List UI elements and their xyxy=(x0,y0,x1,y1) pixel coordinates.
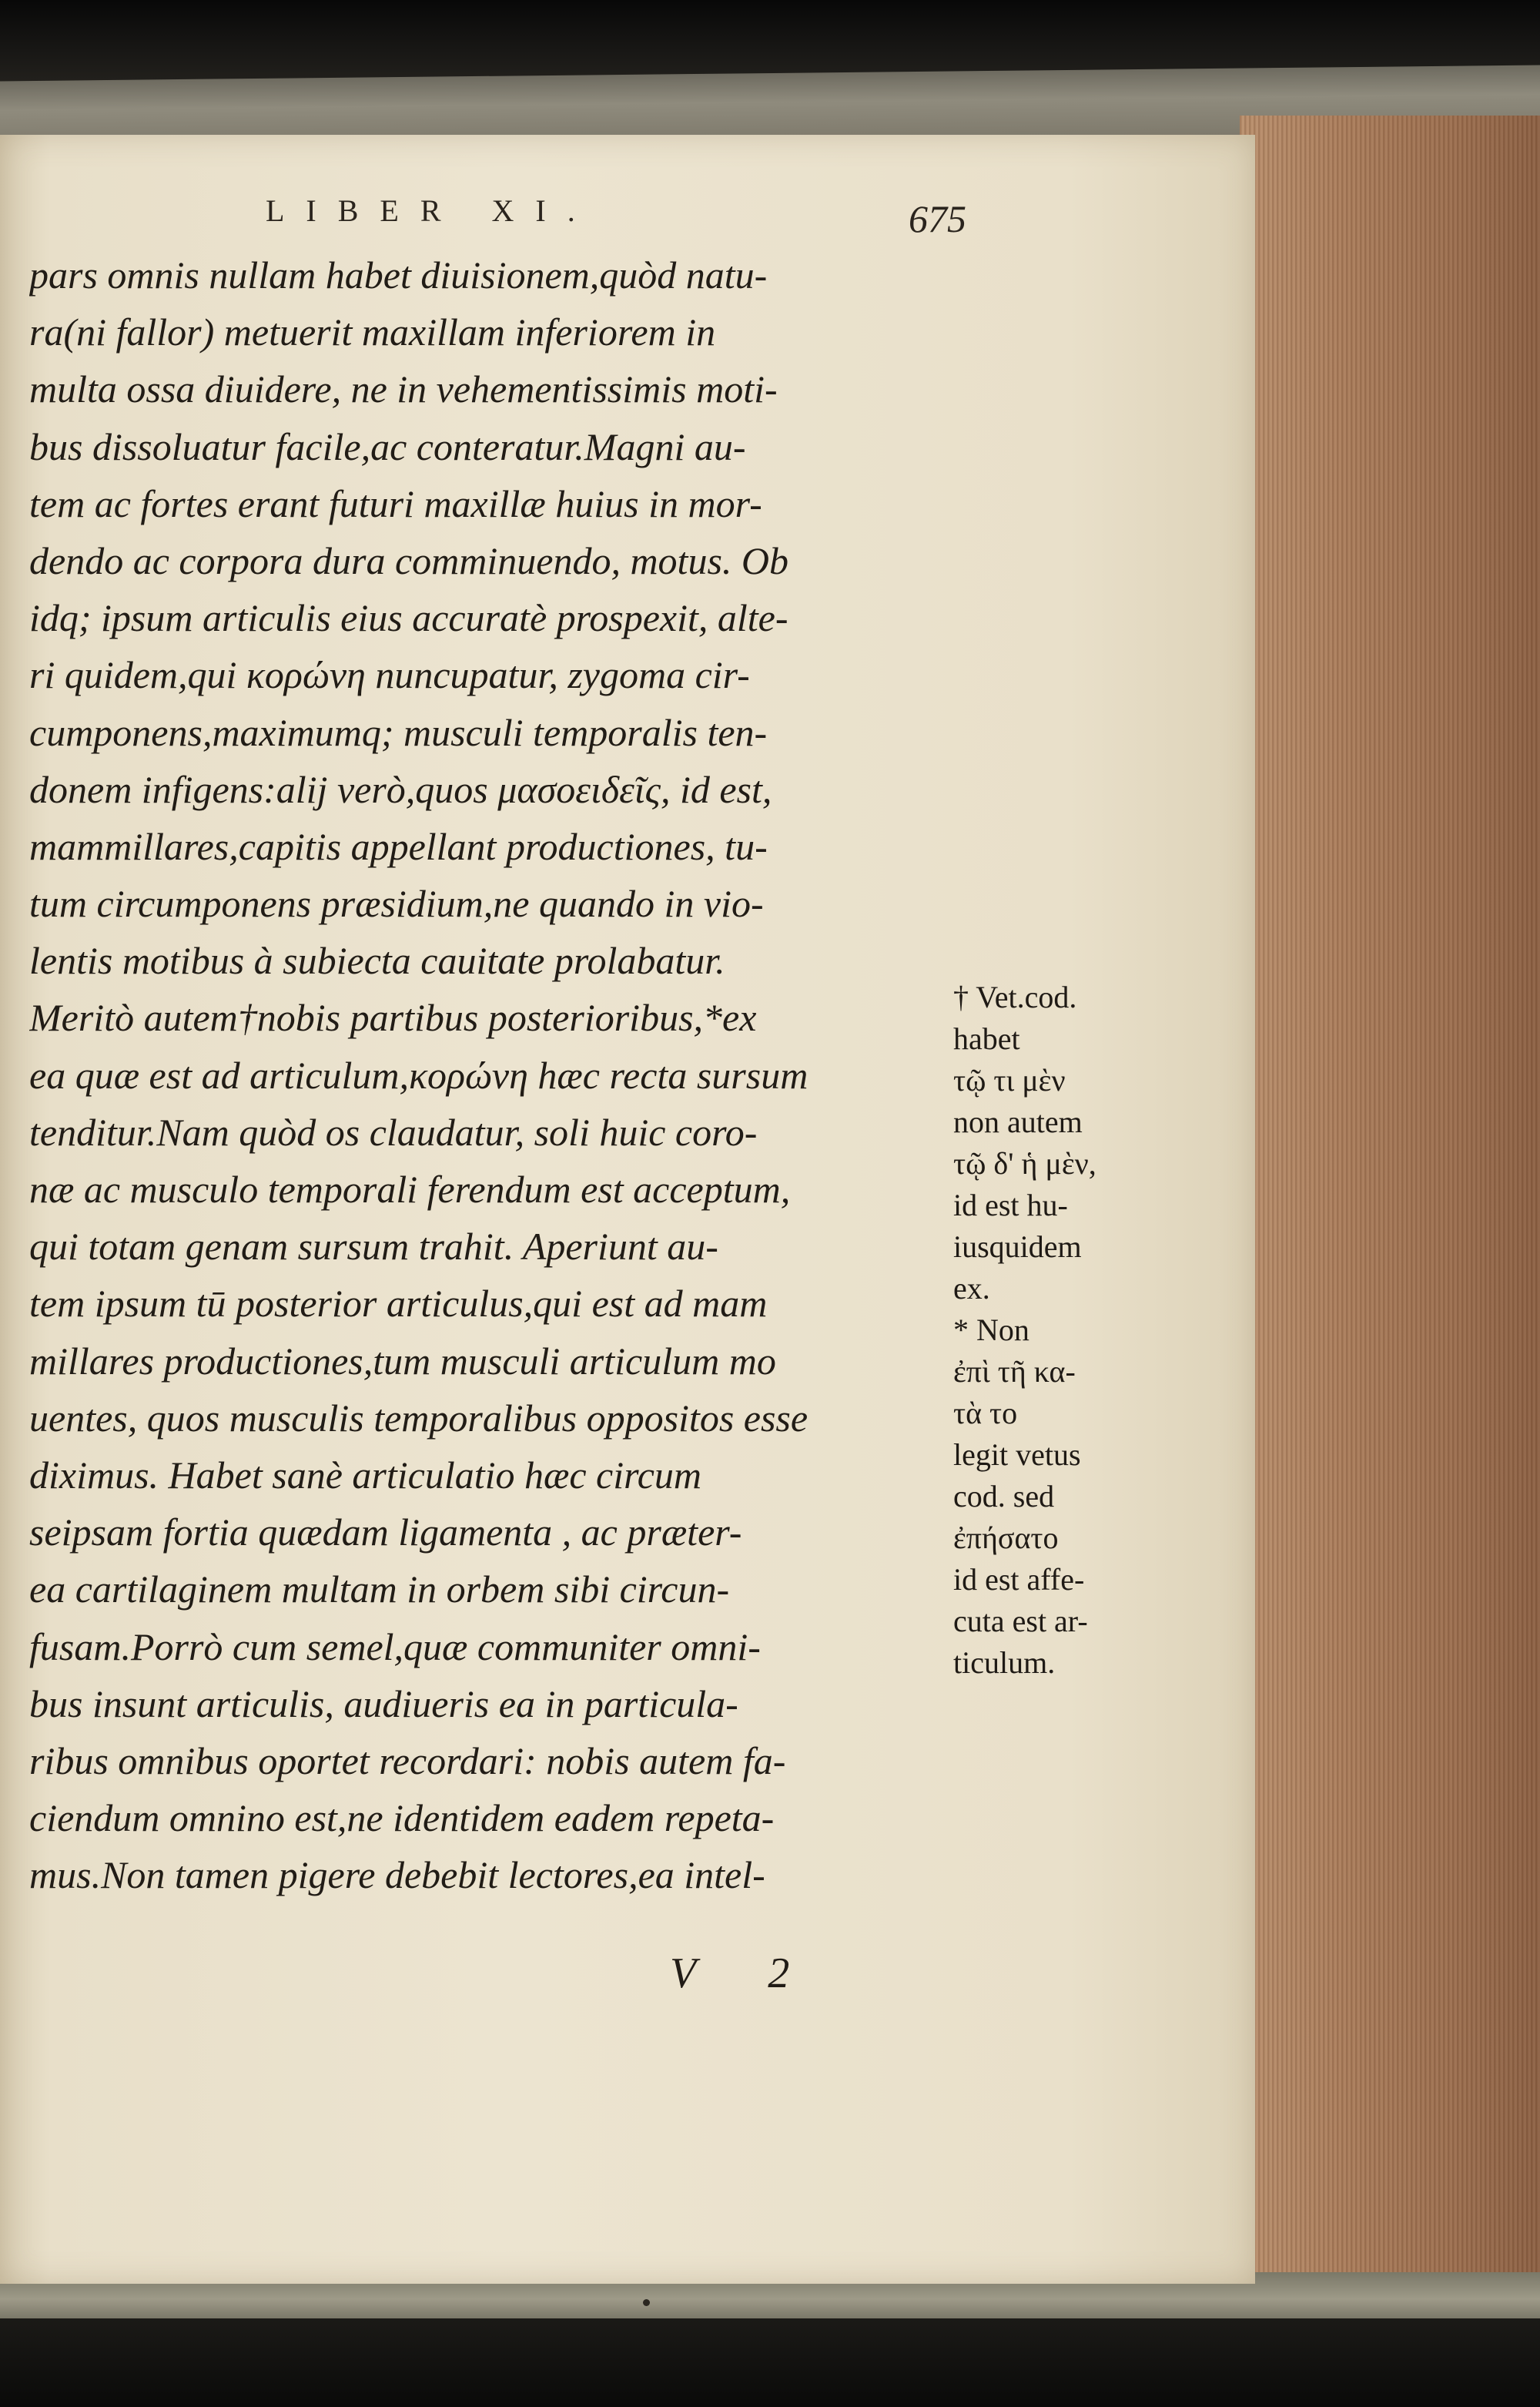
bottom-background xyxy=(0,2318,1540,2407)
text-line: ciendum omnino est,ne identidem eadem repeta- xyxy=(29,1796,775,1840)
margin-note-line: ἐπὶ τῆ κα- xyxy=(953,1354,1076,1389)
margin-note-line: id est hu- xyxy=(953,1188,1068,1222)
margin-note-line: ex. xyxy=(953,1271,990,1306)
margin-note-line: id est affe- xyxy=(953,1562,1085,1597)
text-line: næ ac musculo temporali ferendum est acceptum, xyxy=(29,1168,791,1211)
margin-note-line: iusquidem xyxy=(953,1229,1082,1264)
text-line: tem ac fortes erant futuri maxillæ huius in mor- xyxy=(29,481,762,525)
text-line: mammillares,capitis appellant productiones, tu- xyxy=(29,824,768,868)
text-line: idq; ipsum articulis eius accuratè prospexit, alte- xyxy=(29,596,788,640)
text-line: pars omnis nullam habet diuisionem,quòd natu- xyxy=(29,253,768,297)
text-line: tum circumponens præsidium,ne quando in vio- xyxy=(29,882,764,926)
text-line: ea quæ est ad articulum,κορώνη hæc recta sursum xyxy=(29,1053,808,1097)
text-line: ribus omnibus oportet recordari: nobis autem fa- xyxy=(29,1738,786,1782)
text-line: mus.Non tamen pigere debebit lectores,ea intel- xyxy=(29,1853,765,1897)
margin-note-line: ἐπήσατο xyxy=(953,1520,1059,1555)
text-line: uentes, quos musculis temporalibus oppositos esse xyxy=(29,1396,808,1440)
text-line: Meritò autem†nobis partibus posterioribus,*ex xyxy=(29,996,757,1040)
page-number: 675 xyxy=(909,197,966,240)
margin-note-line: * Non xyxy=(953,1312,1029,1347)
book-fore-edge xyxy=(1240,116,1540,2295)
running-head: LIBER XI. xyxy=(266,193,597,228)
text-line: ra(ni fallor) metuerit maxillam inferiorem in xyxy=(29,310,716,354)
margin-note-line: τῷ τι μὲν xyxy=(953,1063,1066,1098)
text-line: cumponens,maximumq; musculi temporalis ten- xyxy=(29,710,768,754)
text-line: bus insunt articulis, audiueris ea in particula- xyxy=(29,1681,738,1725)
text-line: dendo ac corpora dura comminuendo, motus. Ob xyxy=(29,538,789,582)
margin-note-line: cod. sed xyxy=(953,1479,1055,1514)
text-line: fusam.Porrò cum semel,quæ communiter omni- xyxy=(29,1624,761,1668)
text-line: lentis motibus à subiecta cauitate prolabatur. xyxy=(29,939,725,983)
text-line: diximus. Habet sanè articulatio hæc circum xyxy=(29,1453,702,1497)
text-line: ri quidem,qui κορώνη nuncupatur, zygoma cir- xyxy=(29,653,750,697)
margin-note-line: τῷ δ' ἡ μὲν, xyxy=(953,1146,1096,1181)
text-line: donem infigens:alij verò,quos μασοειδεῖς, id est, xyxy=(29,767,772,811)
margin-note-line: cuta est ar- xyxy=(953,1604,1088,1638)
margin-note xyxy=(953,977,1169,1684)
text-line: ea cartilaginem multam in orbem sibi circun- xyxy=(29,1567,730,1611)
text-line: millares productiones,tum musculi articulum mo xyxy=(29,1339,776,1383)
text-line: tenditur.Nam quòd os claudatur, soli huic coro- xyxy=(29,1110,758,1154)
text-line: seipsam fortia quædam ligamenta , ac præter- xyxy=(29,1510,742,1554)
page-speck xyxy=(643,2299,650,2306)
signature-mark: V 2 xyxy=(670,1949,821,1997)
margin-note-line: non autem xyxy=(953,1105,1083,1139)
main-text-block xyxy=(29,246,961,1903)
margin-note-line: ticulum. xyxy=(953,1645,1056,1680)
text-line: qui totam genam sursum trahit. Aperiunt au- xyxy=(29,1225,718,1269)
margin-note-line: legit vetus xyxy=(953,1437,1081,1472)
margin-note-line: habet xyxy=(953,1021,1020,1056)
margin-note-line: τὰ το xyxy=(953,1396,1018,1430)
text-line: multa ossa diuidere, ne in vehementissimis moti- xyxy=(29,367,778,411)
text-line: tem ipsum tū posterior articulus,qui est ad mam xyxy=(29,1282,768,1326)
margin-note-line: † Vet.cod. xyxy=(953,980,1077,1014)
text-line: bus dissoluatur facile,ac conteratur.Magni au- xyxy=(29,424,746,468)
